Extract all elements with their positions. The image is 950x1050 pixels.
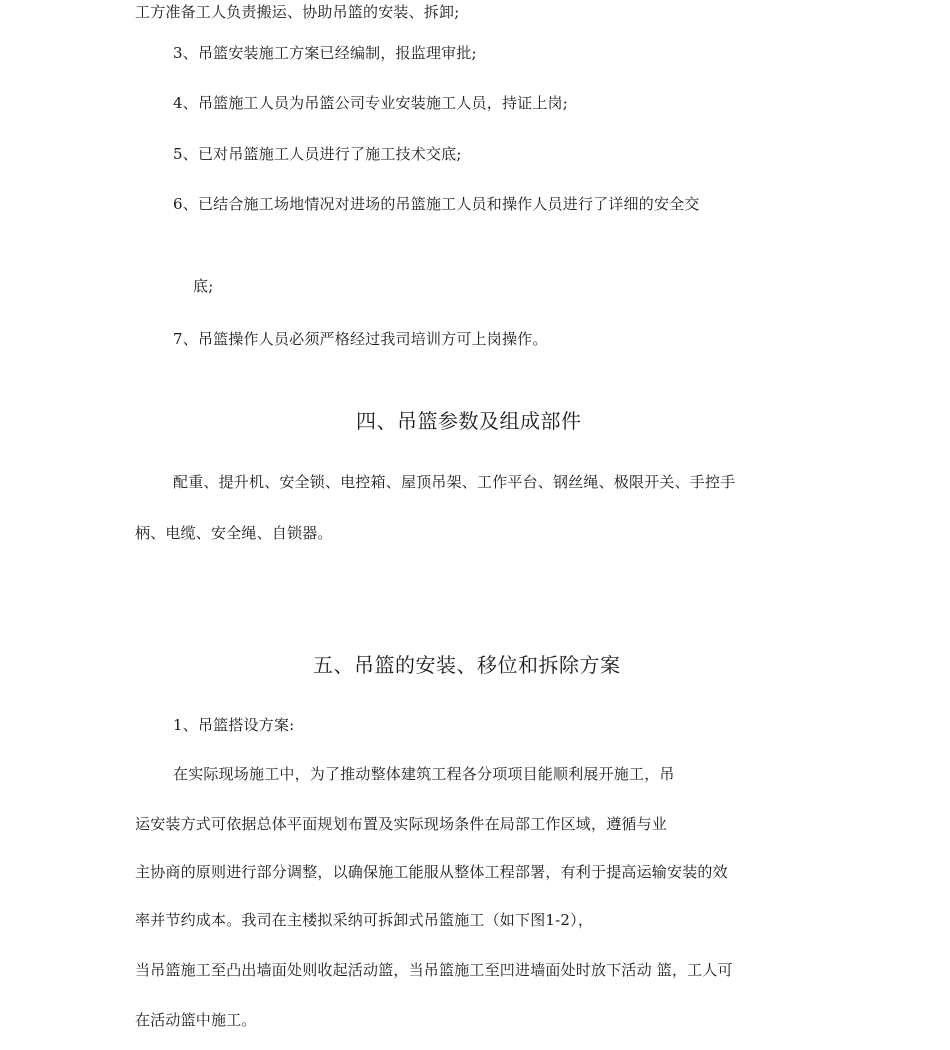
text-line: 底; bbox=[193, 277, 214, 295]
list-item: 5、已对吊篮施工人员进行了施工技术交底; bbox=[173, 145, 462, 163]
section-heading: 四、吊篮参数及组成部件 bbox=[356, 409, 582, 433]
paragraph-line: 柄、电缆、安全绳、自锁器。 bbox=[135, 524, 333, 542]
paragraph-line: 率并节约成本。我司在主楼拟采纳可拆卸式吊篮施工（如下图1-2）， bbox=[135, 911, 594, 929]
paragraph-line: 在实际现场施工中，为了推动整体建筑工程各分项项目能顺利展开施工，吊 bbox=[173, 765, 675, 783]
paragraph-line: 主协商的原则进行部分调整，以确保施工能服从整体工程部署，有利于提高运输安装的效 bbox=[135, 863, 728, 881]
paragraph-line: 配重、提升机、安全锁、电控箱、屋顶吊架、工作平台、钢丝绳、极限开关、手控手 bbox=[173, 473, 736, 491]
list-item: 4、吊篮施工人员为吊篮公司专业安装施工人员，持证上岗; bbox=[173, 94, 568, 112]
paragraph-line: 运安装方式可依据总体平面规划布置及实际现场条件在局部工作区域，遵循与业 bbox=[135, 815, 668, 833]
list-item: 1、吊篮搭设方案: bbox=[173, 716, 295, 734]
paragraph-line: 当吊篮施工至凸出墙面处则收起活动篮，当吊篮施工至凹进墙面处时放下活动 篮，工人可 bbox=[135, 961, 733, 979]
list-item: 6、已结合施工场地情况对进场的吊篮施工人员和操作人员进行了详细的安全交 bbox=[173, 195, 700, 213]
section-heading: 五、吊篮的安装、移位和拆除方案 bbox=[313, 653, 621, 677]
paragraph-line: 在活动篮中施工。 bbox=[135, 1011, 257, 1029]
list-item: 7、吊篮操作人员必须严格经过我司培训方可上岗操作。 bbox=[173, 330, 548, 348]
list-item: 3、吊篮安装施工方案已经编制，报监理审批; bbox=[173, 44, 477, 62]
text-line: 工方准备工人负责搬运、协助吊篮的安装、拆卸; bbox=[135, 3, 460, 21]
